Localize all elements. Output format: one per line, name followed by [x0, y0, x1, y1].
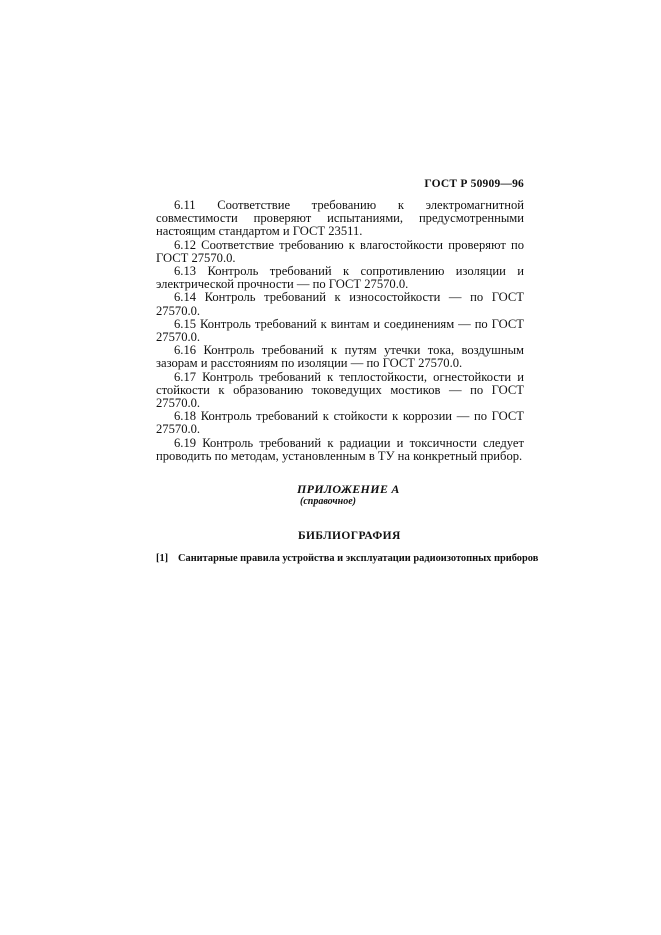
paragraph-6-16: 6.16 Контроль требований к путям утечки тока, воздушным зазорам и расстояниям по изоляции — по ГОСТ 27570.0. [156, 343, 524, 371]
document-number: ГОСТ Р 50909—96 [424, 178, 524, 190]
appendix-subtitle: (справочное) [300, 496, 356, 507]
paragraph-6-14: 6.14 Контроль требований к износостойкости — по ГОСТ 27570.0. [156, 290, 524, 318]
bibliography-item-text: Санитарные правила устройства и эксплуатации радиоизотопных приборов [178, 553, 539, 564]
bibliography-title: БИБЛИОГРАФИЯ [298, 530, 401, 542]
paragraph-6-13: 6.13 Контроль требований к сопротивлению изоляции и электрической прочности — по ГОСТ 27570.0. [156, 264, 524, 292]
paragraph-6-11: 6.11 Соответствие требованию к электромагнитной совместимости проверяют испытаниями, предусмотренными настоящим стандартом и ГОСТ 23511. [156, 198, 524, 239]
paragraph-6-19: 6.19 Контроль требований к радиации и токсичности следует проводить по методам, установленным в ТУ на конкретный прибор. [156, 435, 524, 463]
appendix-title: ПРИЛОЖЕНИЕ А [297, 482, 400, 496]
paragraph-6-18: 6.18 Контроль требований к стойкости к коррозии — по ГОСТ 27570.0. [156, 409, 524, 437]
paragraph-6-12: 6.12 Соответствие требованию к влагостойкости проверяют по ГОСТ 27570.0. [156, 237, 524, 265]
bibliography-item [156, 553, 539, 564]
paragraph-6-15: 6.15 Контроль требований к винтам и соединениям — по ГОСТ 27570.0. [156, 316, 524, 345]
bibliography-item-number: [1] [156, 553, 169, 564]
body-text [156, 199, 524, 463]
paragraph-6-17: 6.17 Контроль требований к теплостойкости, огнестойкости и стойкости к образованию токоведущих мостиков — по ГОСТ 27570.0. [156, 369, 524, 411]
